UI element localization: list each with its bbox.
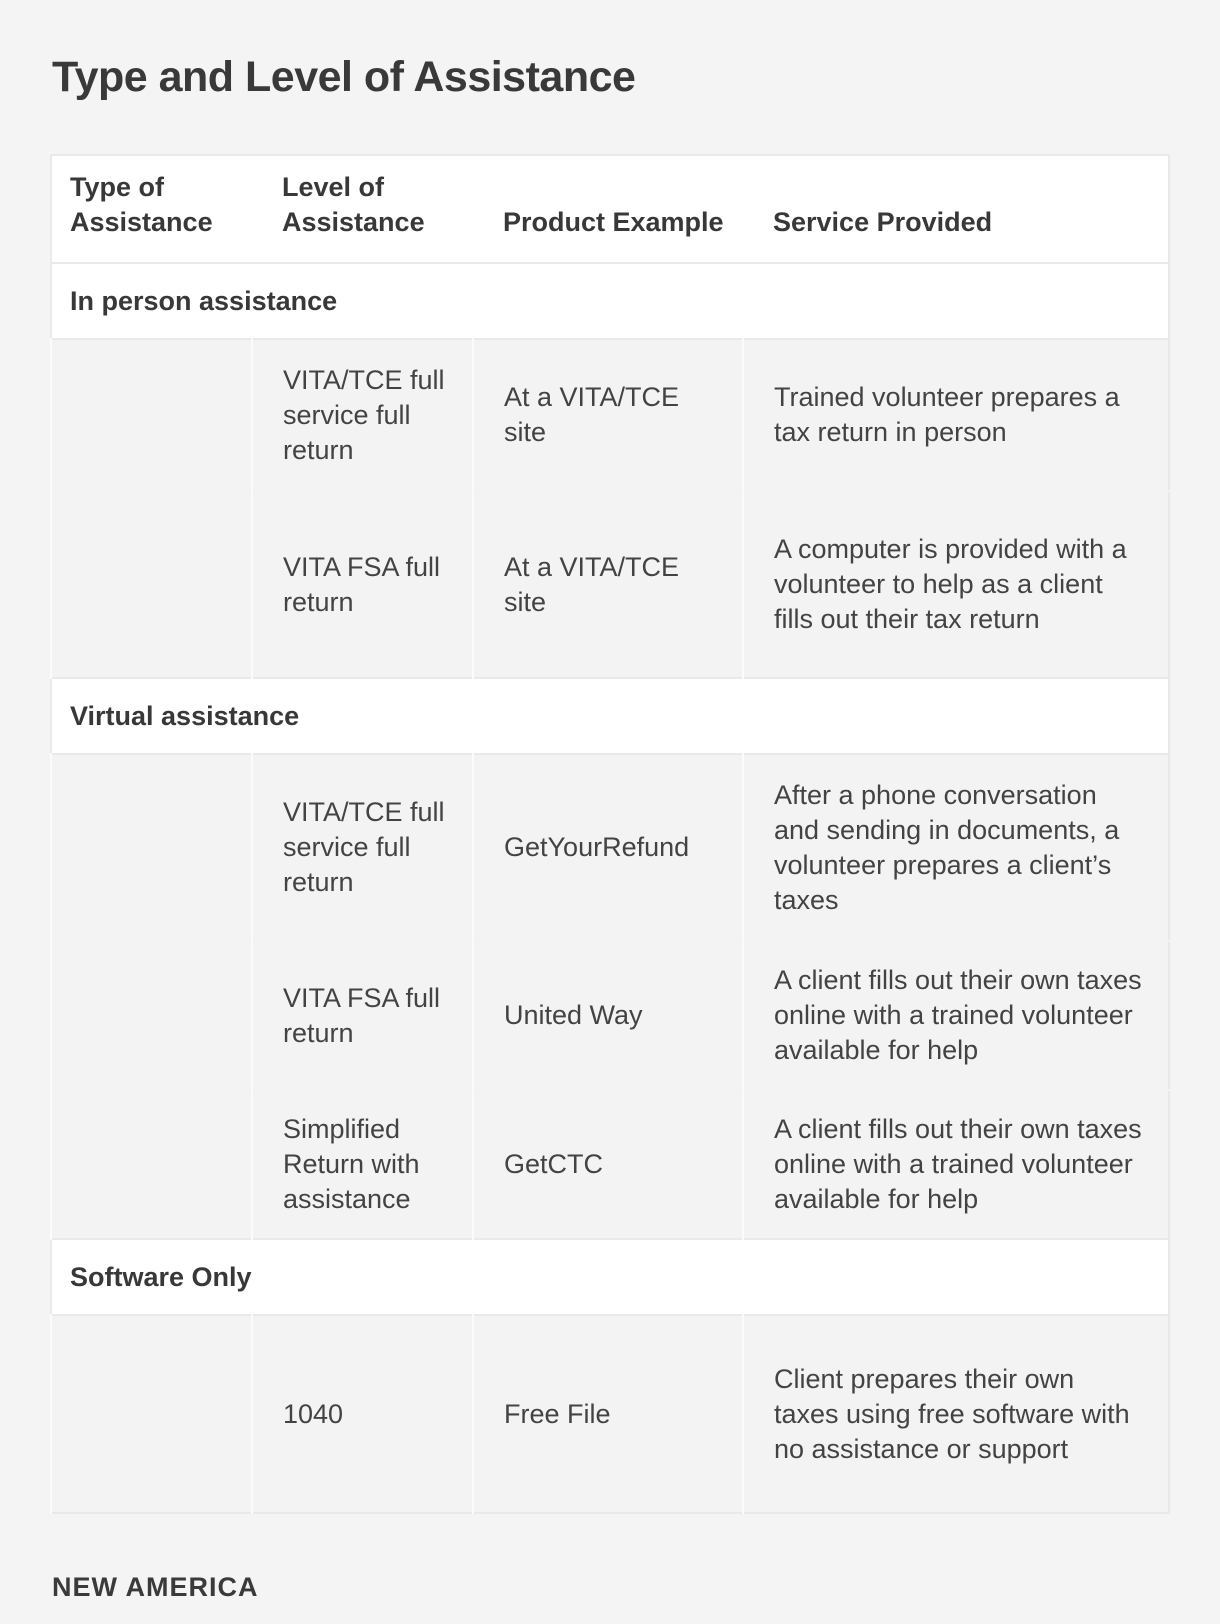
cell-type	[51, 754, 252, 941]
table-row	[51, 339, 1169, 491]
section-label: In person assistance	[51, 263, 1169, 339]
column-header-level-of-assistance: Level of Assistance	[252, 155, 473, 263]
table-row	[51, 1315, 1169, 1513]
cell-service: Client prepares their own taxes using free software with no assistance or support	[743, 1315, 1169, 1513]
cell-type	[51, 1090, 252, 1239]
cell-product: GetCTC	[473, 1090, 743, 1239]
section-row-virtual	[51, 678, 1169, 754]
cell-type	[51, 1315, 252, 1513]
column-header-service-provided: Service Provided	[743, 155, 1169, 263]
column-header-product-example: Product Example	[473, 155, 743, 263]
cell-level: Simplified Return with assistance	[252, 1090, 473, 1239]
source-attribution: NEW AMERICA	[52, 1572, 259, 1602]
table-row	[51, 491, 1169, 678]
section-label: Software Only	[51, 1239, 1169, 1315]
cell-level: VITA/TCE full service full return	[252, 754, 473, 941]
cell-service: A client fills out their own taxes online with a trained volunteer available for help	[743, 1090, 1169, 1239]
section-row-in-person	[51, 263, 1169, 339]
cell-product: United Way	[473, 941, 743, 1090]
page-title: Type and Level of Assistance	[52, 53, 636, 101]
cell-service: After a phone conversation and sending in documents, a volunteer prepares a client’s taxes	[743, 754, 1169, 941]
cell-service: A client fills out their own taxes online with a trained volunteer available for help	[743, 941, 1169, 1090]
cell-level: VITA FSA full return	[252, 941, 473, 1090]
table-header-row	[51, 155, 1169, 263]
section-label: Virtual assistance	[51, 678, 1169, 754]
cell-product: Free File	[473, 1315, 743, 1513]
table-row	[51, 1090, 1169, 1239]
cell-level: 1040	[252, 1315, 473, 1513]
assistance-table	[50, 154, 1170, 1514]
cell-type	[51, 491, 252, 678]
column-header-type-of-assistance: Type of Assistance	[51, 155, 252, 263]
cell-type	[51, 339, 252, 491]
table-row	[51, 754, 1169, 941]
cell-product: At a VITA/TCE site	[473, 491, 743, 678]
cell-product: GetYourRefund	[473, 754, 743, 941]
cell-product: At a VITA/TCE site	[473, 339, 743, 491]
section-row-software-only	[51, 1239, 1169, 1315]
cell-service: Trained volunteer prepares a tax return in person	[743, 339, 1169, 491]
table-row	[51, 941, 1169, 1090]
cell-service: A computer is provided with a volunteer to help as a client fills out their tax return	[743, 491, 1169, 678]
cell-level: VITA FSA full return	[252, 491, 473, 678]
cell-level: VITA/TCE full service full return	[252, 339, 473, 491]
cell-type	[51, 941, 252, 1090]
